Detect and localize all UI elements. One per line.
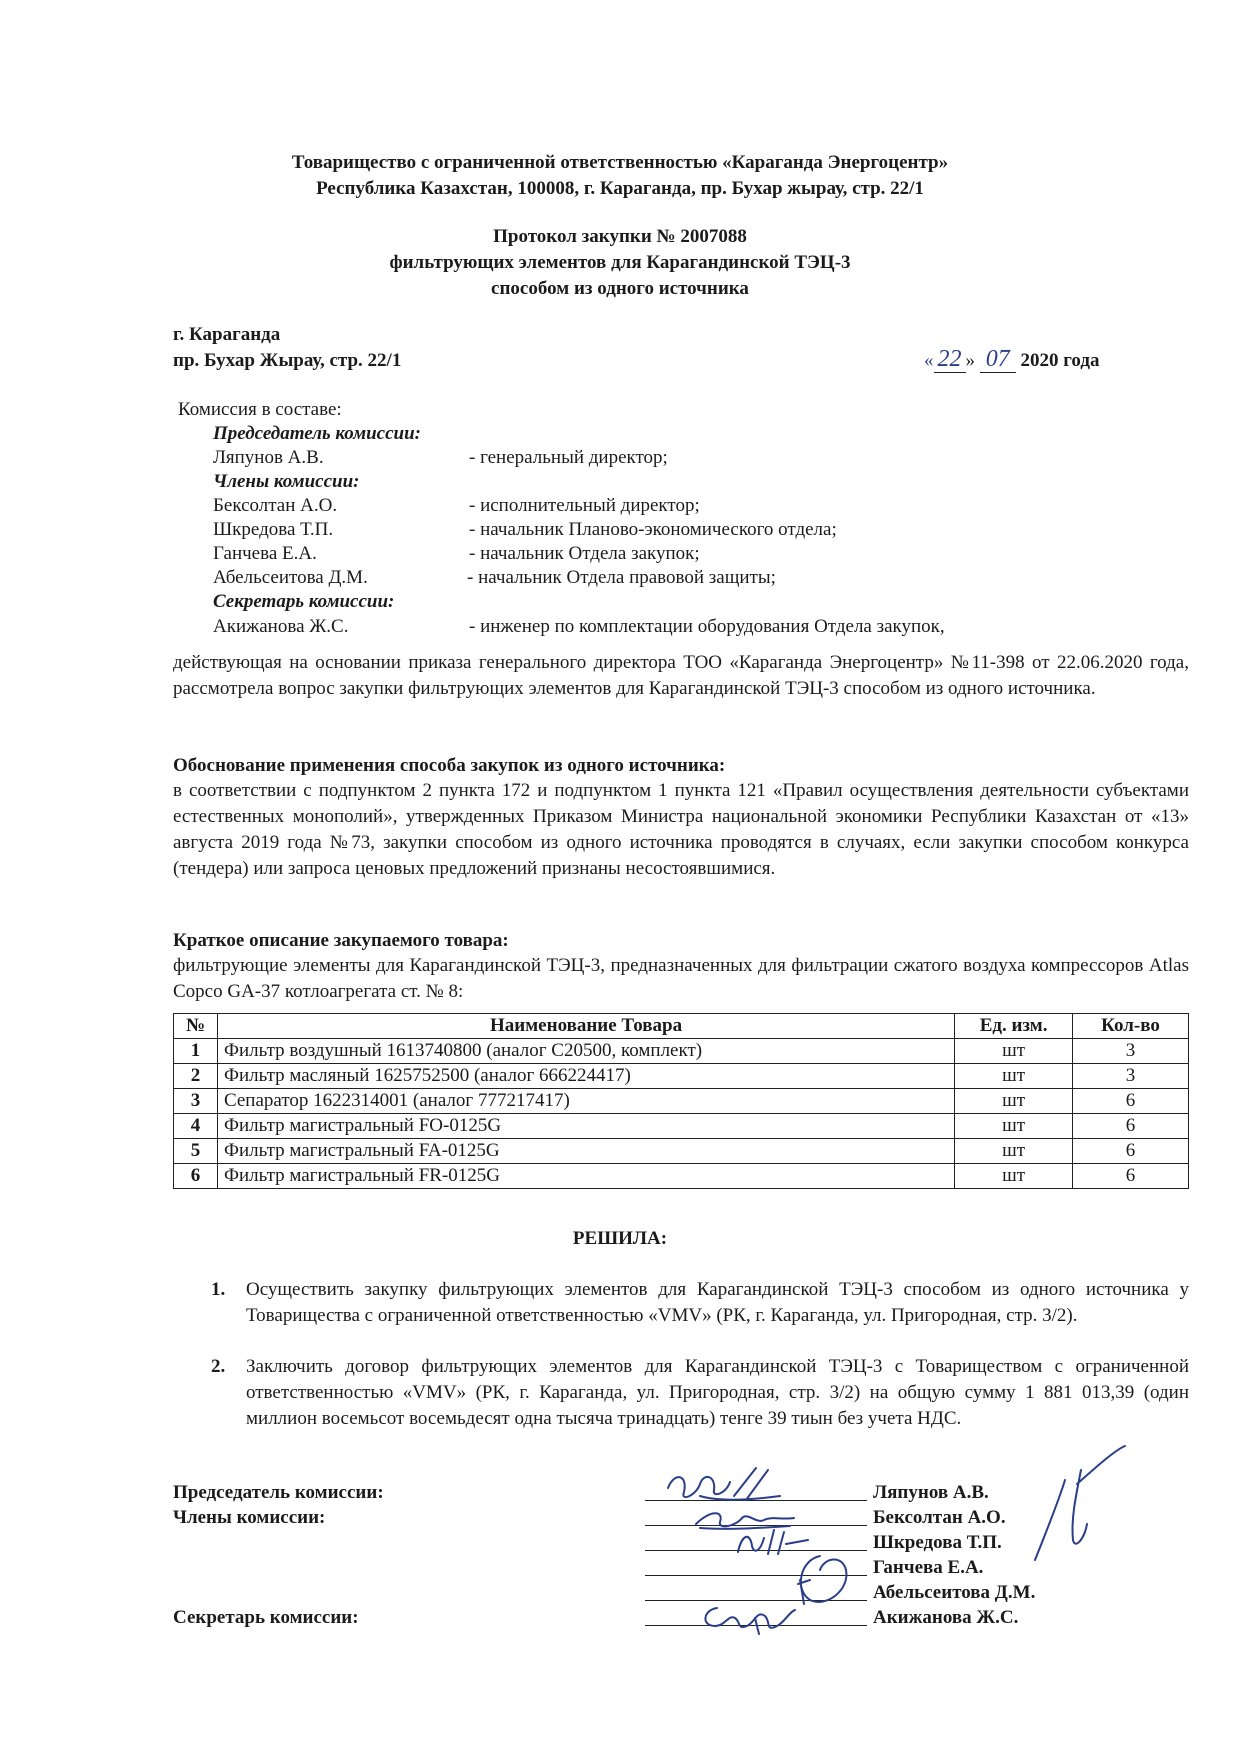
row-number: 3 — [174, 1089, 218, 1114]
table-row — [174, 1164, 1189, 1189]
row-quantity: 6 — [1073, 1089, 1189, 1114]
signatory-name: Шкредова Т.П. — [873, 1532, 1002, 1553]
secretary-signature-label: Секретарь комиссии: — [173, 1607, 359, 1628]
row-number: 4 — [174, 1114, 218, 1139]
decision-item-number: 2. — [211, 1356, 226, 1377]
column-header-unit: Ед. изм. — [955, 1014, 1073, 1039]
member-name: Ганчева Е.А. — [213, 543, 317, 564]
column-header-number: № — [174, 1014, 218, 1039]
title-line-3: способом из одного источника — [491, 278, 749, 299]
goods-table — [173, 1013, 1189, 1189]
row-item-name: Фильтр масляный 1625752500 (аналог 666224417) — [217, 1064, 954, 1089]
row-number: 1 — [174, 1039, 218, 1064]
row-item-name: Фильтр магистральный FA-0125G — [217, 1139, 954, 1164]
member-role: - начальник Отдела закупок; — [469, 543, 700, 564]
date-quote-open: « — [924, 350, 934, 371]
chair-signature-label: Председатель комиссии: — [173, 1482, 384, 1503]
decision-item-text: Осуществить закупку фильтрующих элементов для Карагандинской ТЭЦ-3 способом из одного источника у Товарищества с ограниченной ответственностью «VMV» (РК, г. Караганда, ул. Пригородная, стр. 3/2). — [246, 1279, 1189, 1326]
member-name: Шкредова Т.П. — [213, 519, 334, 540]
signatory-name: Ганчева Е.А. — [873, 1557, 984, 1578]
row-number: 6 — [174, 1164, 218, 1189]
org-header — [0, 150, 1240, 202]
row-item-name: Фильтр магистральный FO-0125G — [217, 1114, 954, 1139]
decision-item-text: Заключить договор фильтрующих элементов для Карагандинской ТЭЦ-3 с Товариществом с ограниченной ответственностью «VMV» (РК, г. Караганда, ул. Пригородная, стр. 3/2) на общую сумму 1 881 013,39 (один миллион восемьсот восемьдесят одна тысяча тринадцать) тенге 39 тиын без учета НДС. — [246, 1356, 1189, 1429]
table-row — [174, 1039, 1189, 1064]
row-unit: шт — [955, 1039, 1073, 1064]
signatory-name: Акижанова Ж.С. — [873, 1607, 1019, 1628]
secretary-name: Акижанова Ж.С. — [213, 616, 349, 637]
handwritten-signature-secretary — [695, 1596, 805, 1636]
decision-item-number: 1. — [211, 1279, 226, 1300]
secretary-role: - инженер по комплектации оборудования Отдела закупок, — [469, 616, 945, 637]
signatory-name: Ляпунов А.В. — [873, 1482, 989, 1503]
row-quantity: 6 — [1073, 1114, 1189, 1139]
date-day: 22 — [934, 346, 966, 373]
title-line-2: фильтрующих элементов для Карагандинской ТЭЦ-3 — [389, 252, 851, 273]
place-block — [173, 322, 401, 374]
row-unit: шт — [955, 1114, 1073, 1139]
row-unit: шт — [955, 1064, 1073, 1089]
row-number: 2 — [174, 1064, 218, 1089]
row-unit: шт — [955, 1164, 1073, 1189]
row-quantity: 6 — [1073, 1164, 1189, 1189]
description-heading: Краткое описание закупаемого товара: — [173, 930, 509, 951]
row-quantity: 3 — [1073, 1039, 1189, 1064]
justification-text: в соответствии с подпунктом 2 пункта 172 и подпунктом 1 пункта 121 «Правил осуществления деятельности субъектами естественных монополий», утвержденных Приказом Министра национальной экономики Республики Казахстан от «13» августа 2019 года №73, закупки способом из одного источника проводятся в случаях, если закупки способом конкурса (тендера) или запроса ценовых предложений признаны несостоявшимися. — [173, 780, 1189, 879]
table-row — [174, 1114, 1189, 1139]
handwritten-signature-chair — [660, 1466, 810, 1506]
member-name: Абельсеитова Д.М. — [213, 567, 368, 588]
members-signature-label: Члены комиссии: — [173, 1507, 326, 1528]
row-unit: шт — [955, 1089, 1073, 1114]
member-role: - начальник Отдела правовой защиты; — [467, 567, 776, 588]
member-role: - начальник Планово-экономического отдела; — [469, 519, 837, 540]
document-title — [0, 224, 1240, 302]
commission-intro: Комиссия в составе: — [178, 399, 342, 420]
members-heading: Члены комиссии: — [213, 471, 360, 492]
table-row — [174, 1089, 1189, 1114]
row-item-name: Фильтр магистральный FR-0125G — [217, 1164, 954, 1189]
date-quote-close: » — [965, 350, 975, 371]
row-unit: шт — [955, 1139, 1073, 1164]
org-address: Республика Казахстан, 100008, г. Караганда, пр. Бухар жырау, стр. 22/1 — [316, 178, 924, 199]
row-item-name: Фильтр воздушный 1613740800 (аналог C20500, комплект) — [217, 1039, 954, 1064]
table-header-row — [174, 1014, 1189, 1039]
row-quantity: 3 — [1073, 1064, 1189, 1089]
basis-paragraph: действующая на основании приказа генерального директора ТОО «Караганда Энергоцентр» №11-398 от 22.06.2020 года, рассмотрела вопрос закупки фильтрующих элементов для Карагандинской ТЭЦ-3 способом из одного источника. — [173, 652, 1189, 699]
chair-role: - генеральный директор; — [469, 447, 668, 468]
column-header-quantity: Кол-во — [1073, 1014, 1189, 1039]
member-role: - исполнительный директор; — [469, 495, 700, 516]
justification-heading: Обоснование применения способа закупок из одного источника: — [173, 755, 726, 776]
date-month: 07 — [980, 346, 1016, 373]
title-line-1: Протокол закупки № 2007088 — [493, 226, 747, 247]
handwritten-signature-extra — [1015, 1440, 1130, 1570]
member-name: Бексолтан А.О. — [213, 495, 338, 516]
signatory-name: Абельсеитова Д.М. — [873, 1582, 1036, 1603]
decision-heading: РЕШИЛА: — [572, 1228, 668, 1249]
column-header-name: Наименование Товара — [217, 1014, 954, 1039]
row-item-name: Сепаратор 1622314001 (аналог 777217417) — [217, 1089, 954, 1114]
signatory-name: Бексолтан А.О. — [873, 1507, 1006, 1528]
place-address: пр. Бухар Жырау, стр. 22/1 — [173, 350, 402, 371]
org-name: Товарищество с ограниченной ответственностью «Караганда Энергоцентр» — [291, 152, 949, 173]
secretary-heading: Секретарь комиссии: — [213, 591, 395, 612]
table-row — [174, 1139, 1189, 1164]
row-quantity: 6 — [1073, 1139, 1189, 1164]
row-number: 5 — [174, 1139, 218, 1164]
description-text: фильтрующие элементы для Карагандинской ТЭЦ-3, предназначенных для фильтрации сжатого воздуха компрессоров Atlas Copco GA-37 котлоагрегата ст. № 8: — [173, 955, 1189, 1002]
chair-heading: Председатель комиссии: — [213, 423, 421, 444]
date-year: 2020 года — [1020, 350, 1100, 371]
chair-name: Ляпунов А.В. — [213, 447, 324, 468]
document-date — [924, 346, 1099, 374]
place-city: г. Караганда — [173, 324, 281, 345]
table-row — [174, 1064, 1189, 1089]
